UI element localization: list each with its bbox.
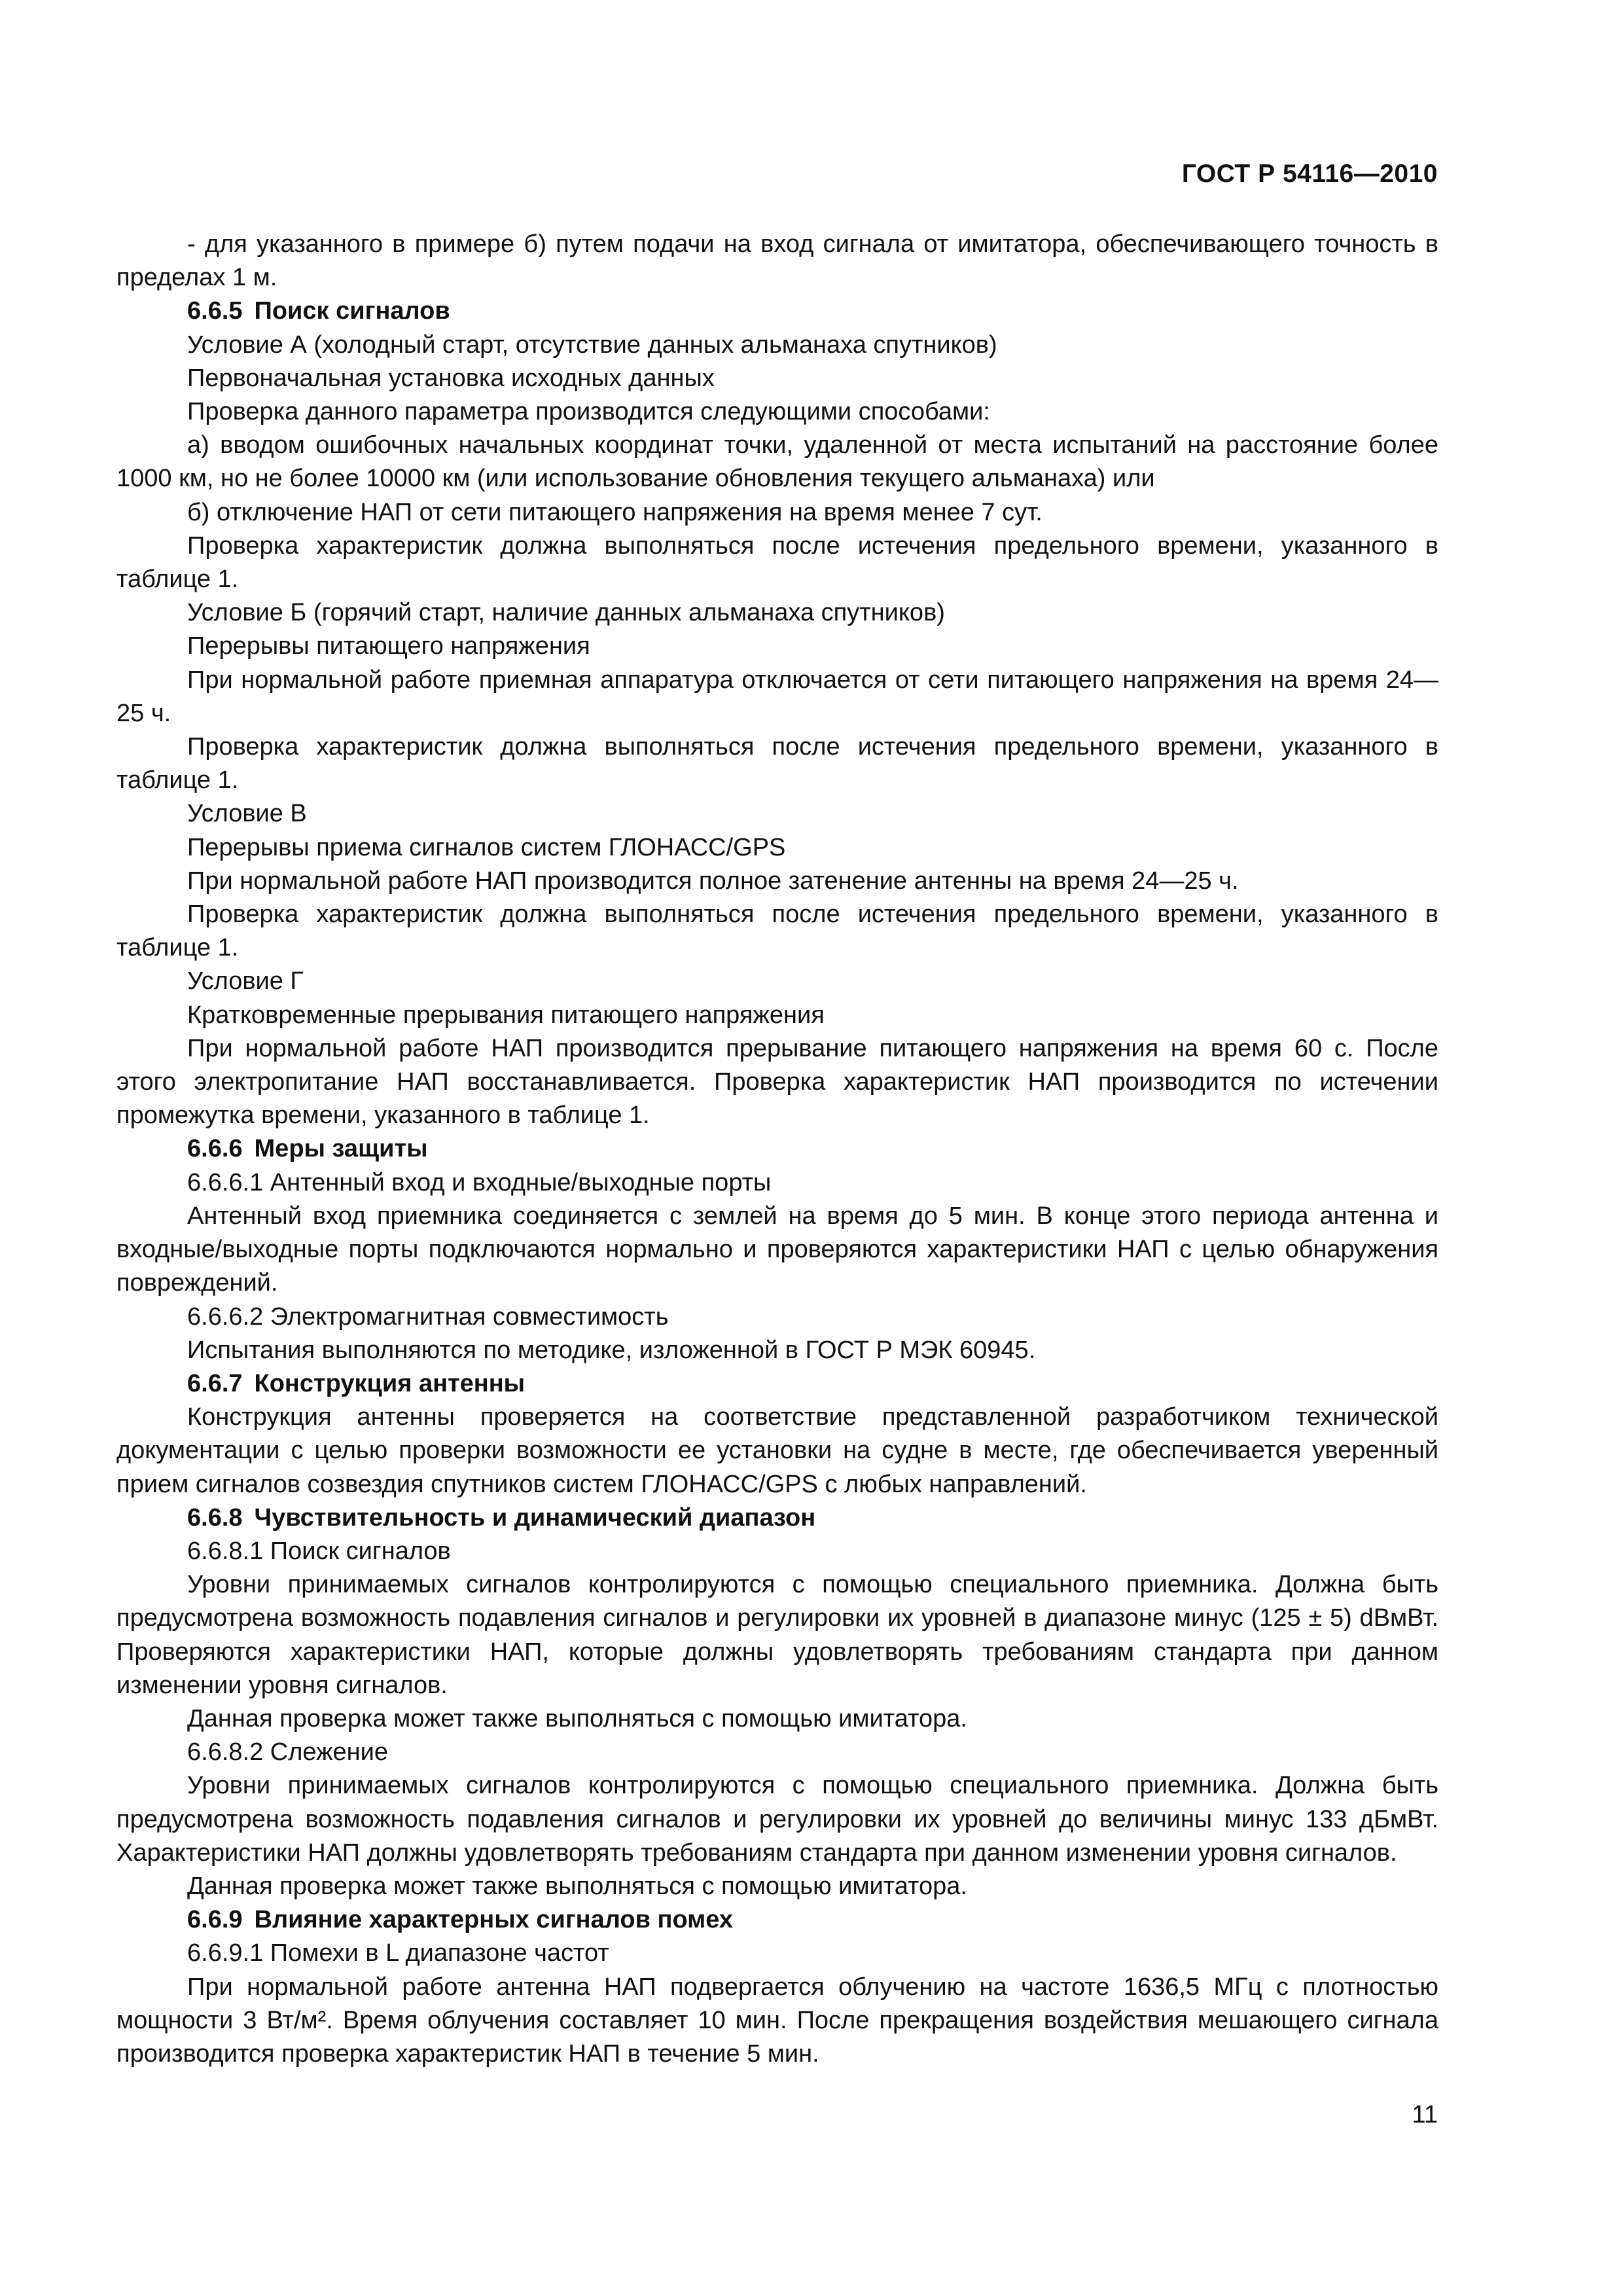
paragraph: Антенный вход приемника соединяется с землей на время до 5 мин. В конце этого периода антенна и входные/выходные порты подключаются нормально и проверяются характеристики НАП с целью обнаружения повреждений. [116, 1202, 1438, 1297]
paragraph: При нормальной работе НАП производится прерывание питающего напряжения на время 60 с. После этого электропитание НАП восстанавливается. Проверка характеристик НАП производится по истечении промежутка времени, указанного в таблице 1. [116, 1034, 1438, 1130]
paragraph: Первоначальная установка исходных данных [187, 364, 715, 392]
paragraph: Проверка характеристик должна выполняться после истечения предельного времени, указанного в таблице 1. [116, 901, 1438, 962]
paragraph: 6.6.8.1 Поиск сигналов [187, 1537, 451, 1565]
section-heading [116, 1367, 1438, 1401]
paragraph: Уровни принимаемых сигналов контролируются с помощью специального приемника. Должна быть предусмотрена возможность подавления сигналов и регулировки их уровней в диапазоне минус (125 ± 5) dBмВт. Проверяются характеристики НАП, которые должны удовлетворять требованиям стандарта при данном изменении уровня сигналов. [116, 1571, 1438, 1699]
paragraph: Перерывы питающего напряжения [187, 632, 590, 660]
section-number: 6.6.5 [187, 297, 243, 325]
document-header: ГОСТ Р 54116—2010 [1181, 160, 1438, 188]
paragraph: Испытания выполняются по методике, изложенной в ГОСТ Р МЭК 60945. [187, 1336, 1036, 1364]
paragraph: Проверка данного параметра производится следующими способами: [187, 398, 990, 426]
section-title: Чувствительность и динамический диапазон [254, 1503, 816, 1532]
paragraph: Перерывы приема сигналов систем ГЛОНАСС/GPS [187, 833, 786, 861]
paragraph: - для указанного в примере б) путем подачи на вход сигнала от имитатора, обеспечивающего точность в пределах 1 м. [116, 230, 1438, 292]
section-heading [116, 1903, 1438, 1937]
paragraph: Проверка характеристик должна выполняться после истечения предельного времени, указанного в таблице 1. [116, 733, 1438, 795]
paragraph: При нормальной работе приемная аппаратура отключается от сети питающего напряжения на время 24—25 ч. [116, 666, 1438, 727]
section-title: Меры защиты [254, 1135, 428, 1163]
section-number: 6.6.8 [187, 1503, 243, 1532]
paragraph: Конструкция антенны проверяется на соответствие представленной разработчиком технической документации с целью проверки возможности ее установки на судне в месте, где обеспечивается уверенный прием сигналов созвездия спутников систем ГЛОНАСС/GPS с любых направлений. [116, 1403, 1438, 1498]
document-body [116, 228, 1438, 2071]
section-number: 6.6.9 [187, 1906, 243, 1934]
section-number: 6.6.6 [187, 1135, 243, 1163]
section-title: Влияние характерных сигналов помех [254, 1906, 734, 1934]
section-heading [116, 1501, 1438, 1535]
paragraph: 6.6.9.1 Помехи в L диапазоне частот [187, 1939, 609, 1967]
paragraph: Условие Б (горячий старт, наличие данных альманаха спутников) [187, 599, 945, 627]
page-number: 11 [1412, 2101, 1438, 2128]
paragraph: 6.6.8.2 Слежение [187, 1738, 388, 1767]
paragraph: а) вводом ошибочных начальных координат точки, удаленной от места испытаний на расстояние более 1000 км, но не более 10000 км (или использование обновления текущего альманаха) или [116, 431, 1438, 493]
paragraph: При нормальной работе НАП производится полное затенение антенны на время 24—25 ч. [187, 867, 1239, 895]
paragraph: б) отключение НАП от сети питающего напряжения на время менее 7 сут. [187, 498, 1043, 526]
paragraph: Уровни принимаемых сигналов контролируются с помощью специального приемника. Должна быть предусмотрена возможность подавления сигналов и регулировки их уровней до величины минус 133 дБмВт. Характеристики НАП должны удовлетворять требованиям стандарта при данном изменении уровня сигналов. [116, 1772, 1438, 1867]
section-heading [116, 295, 1438, 328]
paragraph: 6.6.6.2 Электромагнитная совместимость [187, 1302, 669, 1331]
paragraph: Проверка характеристик должна выполняться после истечения предельного времени, указанного в таблице 1. [116, 531, 1438, 594]
paragraph: Условие Г [187, 967, 304, 996]
paragraph: При нормальной работе антенна НАП подвергается облучению на частоте 1636,5 МГц с плотностью мощности 3 Вт/м². Время облучения составляет 10 мин. После прекращения воздействия мешающего сигнала производится проверка характеристик НАП в течение 5 мин. [116, 1973, 1438, 2068]
paragraph: Данная проверка может также выполняться с помощью имитатора. [187, 1872, 967, 1900]
paragraph: 6.6.6.1 Антенный вход и входные/выходные порты [187, 1168, 772, 1196]
section-title: Конструкция антенны [254, 1369, 526, 1397]
paragraph: Кратковременные прерывания питающего напряжения [187, 1001, 825, 1029]
section-title: Поиск сигналов [254, 297, 450, 325]
section-heading [116, 1132, 1438, 1166]
paragraph: Данная проверка может также выполняться с помощью имитатора. [187, 1704, 967, 1732]
section-number: 6.6.7 [187, 1369, 243, 1397]
paragraph: Условие А (холодный старт, отсутствие данных альманаха спутников) [187, 331, 997, 359]
paragraph: Условие В [187, 800, 307, 828]
